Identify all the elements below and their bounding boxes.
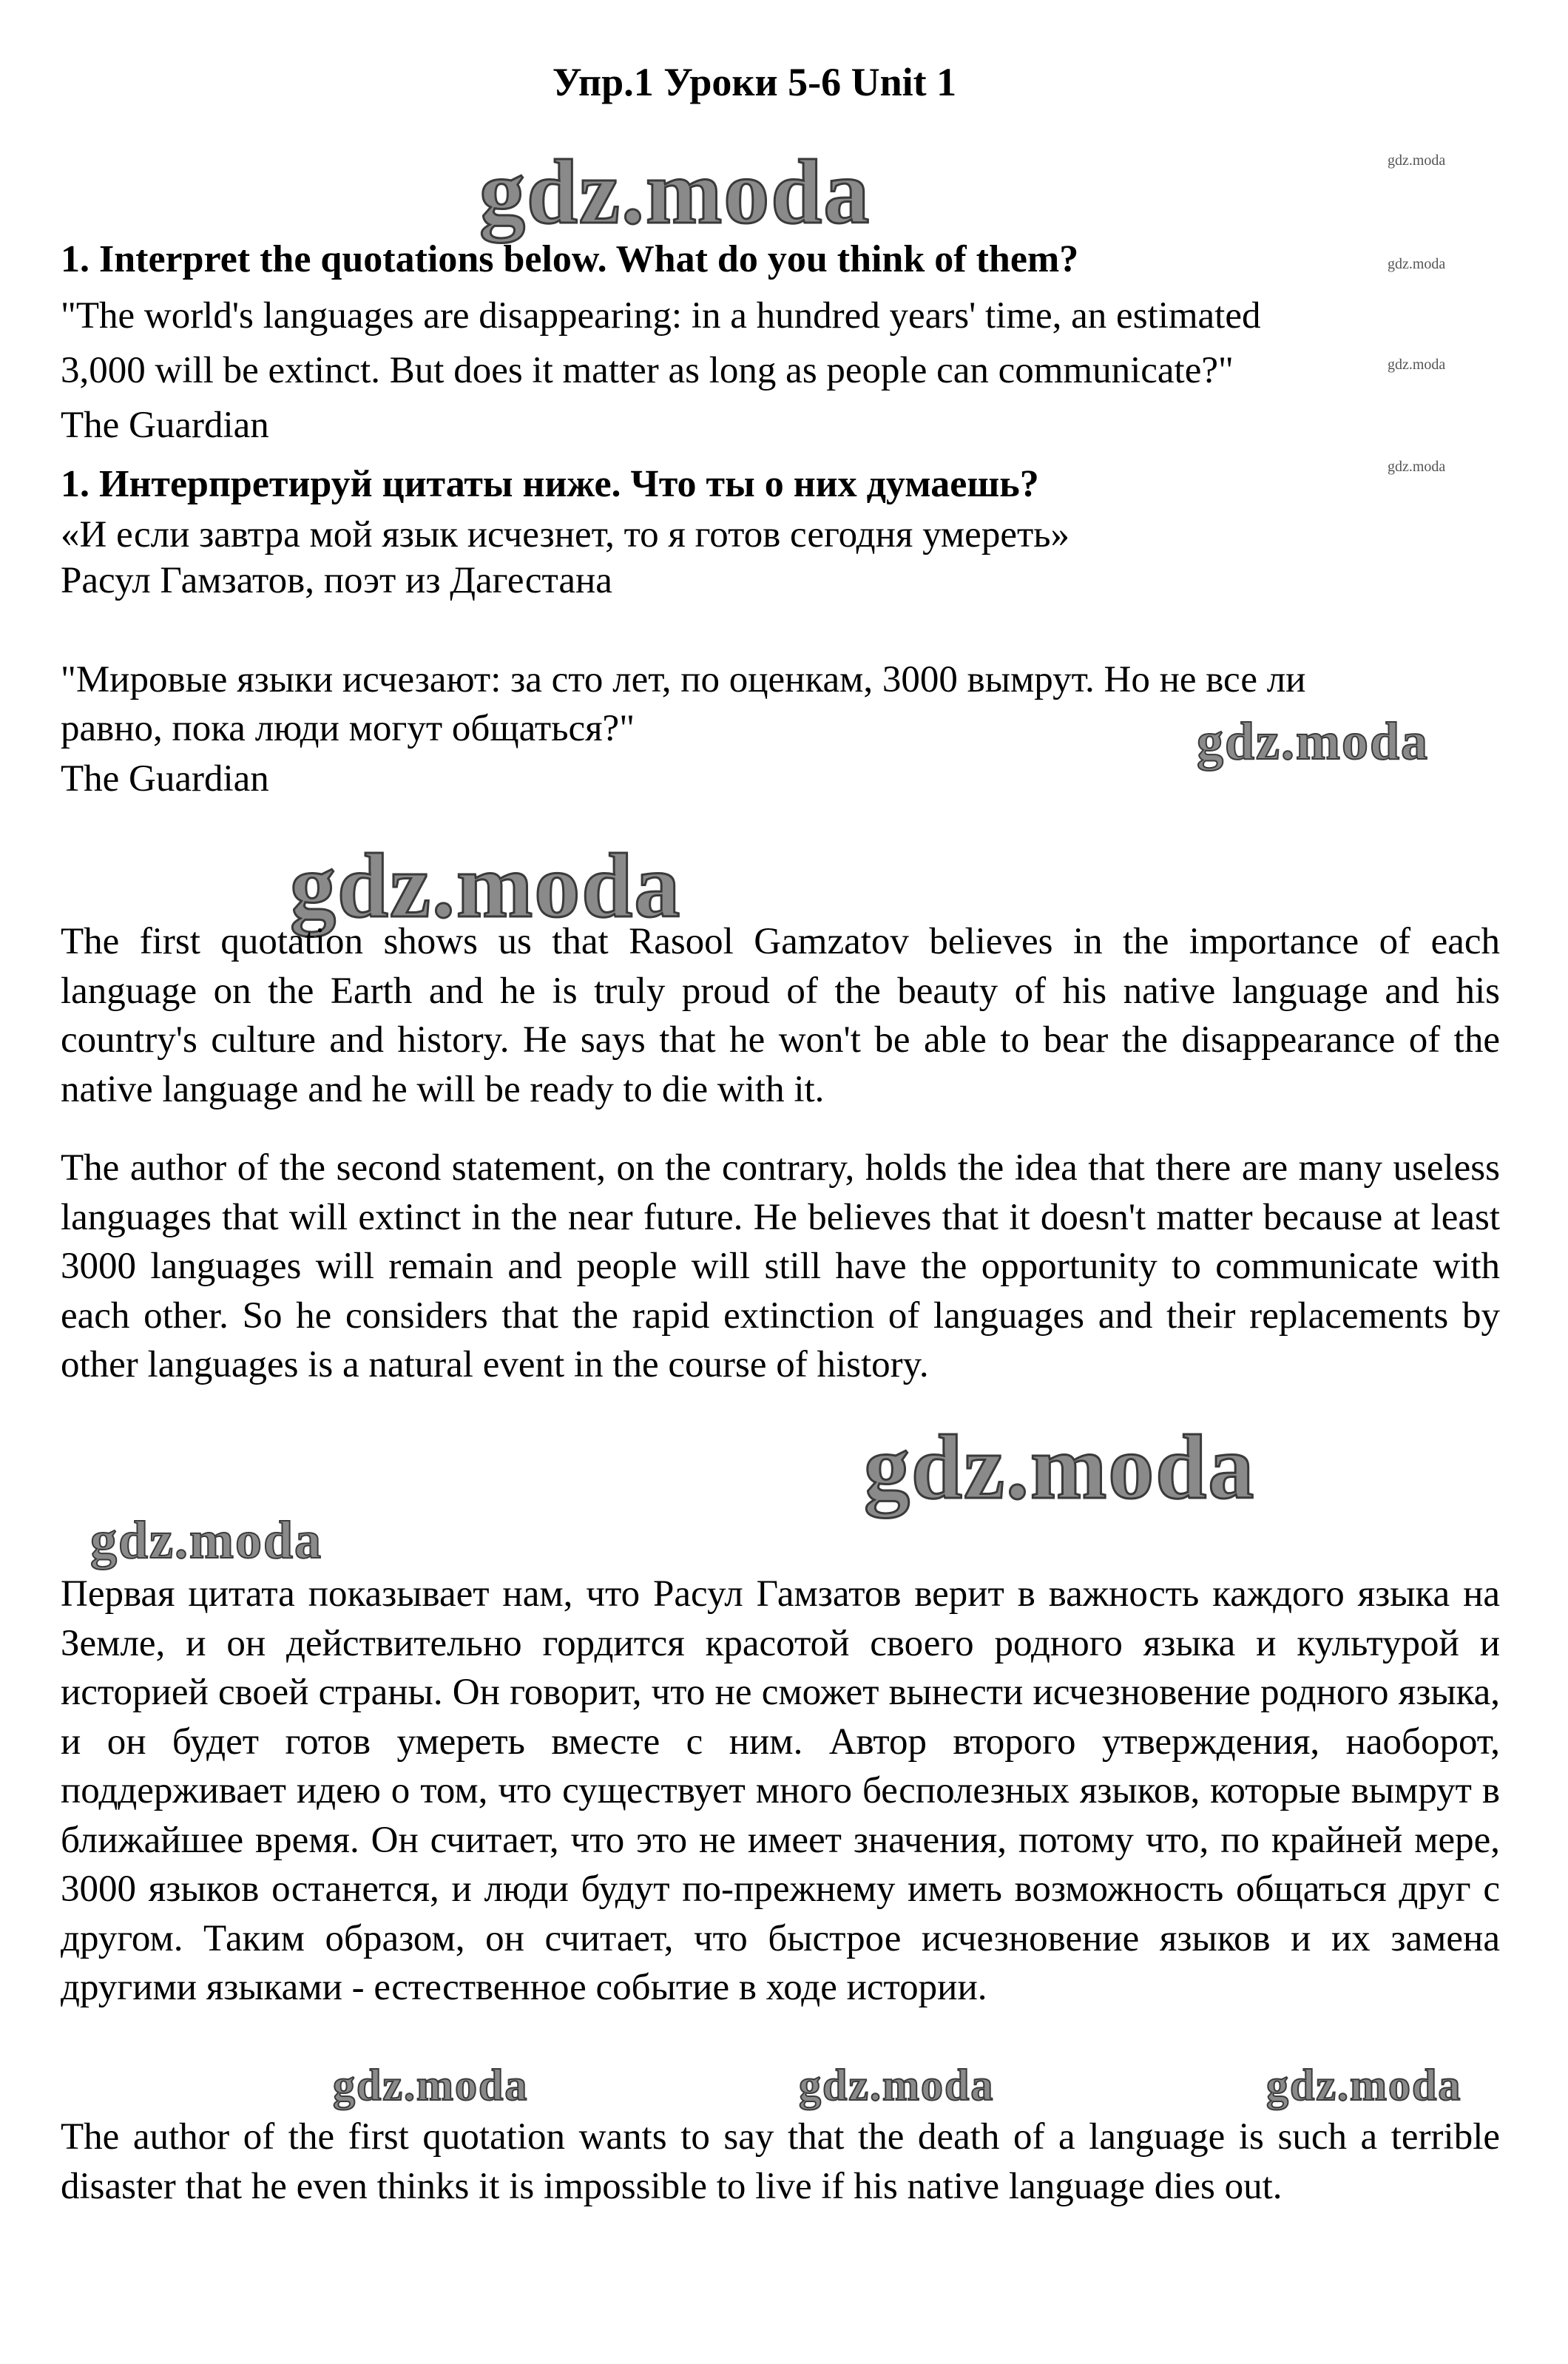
page-title: Упр.1 Уроки 5-6 Unit 1 bbox=[552, 60, 957, 104]
quote-line: равно, пока люди могут общаться?" bbox=[61, 708, 635, 749]
answer-paragraph-3: The author of the first quotation wants to say that the death of a language is such a terrible disaster that he even thinks it is impossible to live if his native language dies out. bbox=[61, 2116, 1500, 2207]
quote-source: The Guardian bbox=[61, 758, 269, 800]
watermark: gdz.moda bbox=[90, 1510, 323, 1570]
task-heading-en: 1. Interpret the quotations below. What do you think of them? bbox=[61, 238, 1079, 280]
watermark-small: gdz.moda bbox=[1388, 459, 1446, 475]
quote-line: «И если завтра мой язык исчезнет, то я готов сегодня умереть» bbox=[61, 514, 1070, 555]
quote-source: Расул Гамзатов, поэт из Дагестана bbox=[61, 560, 612, 601]
watermark: gdz.moda bbox=[799, 2061, 995, 2110]
quote-source: The Guardian bbox=[61, 405, 269, 446]
watermark: gdz.moda bbox=[864, 1416, 1256, 1518]
task-heading-ru: 1. Интерпретируй цитаты ниже. Что ты о них думаешь? bbox=[61, 463, 1039, 505]
answer-paragraph-1: The first quotation shows us that Rasool Gamzatov believes in the importance of each language on the Earth and he is truly proud of the beauty of his native language and his country's culture and history. He says that he won't be able to bear the disappearance of the native language and he will be ready to die with it. bbox=[61, 921, 1500, 1110]
answer-paragraph-ru: Первая цитата показывает нам, что Расул Гамзатов верит в важность каждого языка на Земле, и он действительно гордится красотой своего родного языка и культурой и историей своей страны. Он говорит, что не сможет вынести исчезновение родного языка, и он будет готов умереть вместе с ним. Автор второго утверждения, наоборот, поддерживает идею о том, что существует много бесполезных языков, которые вымрут в ближайшее время. Он считает, что это не имеет значения, потому что, по крайней мере, 3000 языков останется, и люди будут по-прежнему иметь возможность общаться друг с другом. Таким образом, он считает, что быстрое исчезновение языков и их замена другими языками - естественное событие в ходе истории. bbox=[61, 1573, 1500, 2008]
watermark: gdz.moda bbox=[333, 2061, 529, 2110]
watermark-small: gdz.moda bbox=[1388, 152, 1446, 169]
watermark-small: gdz.moda bbox=[1388, 357, 1446, 373]
watermark: gdz.moda bbox=[1266, 2061, 1462, 2110]
watermark: gdz.moda bbox=[1197, 712, 1430, 771]
watermark-small: gdz.moda bbox=[1388, 256, 1446, 272]
watermark: gdz.moda bbox=[290, 835, 682, 936]
answer-paragraph-2: The author of the second statement, on the contrary, holds the idea that there are many useless languages that will extinct in the near future. He believes that it doesn't matter because at least 3000 languages will remain and people will still have the opportunity to communicate with each other. So he considers that the rapid extinction of languages and their replacements by other languages is a natural event in the course of history. bbox=[61, 1147, 1500, 1385]
quote-line: "The world's languages are disappearing: in a hundred years' time, an estimated bbox=[61, 295, 1261, 337]
quote-line: "Мировые языки исчезают: за сто лет, по оценкам, 3000 вымрут. Но не все ли bbox=[61, 659, 1306, 700]
watermark: gdz.moda bbox=[479, 141, 871, 243]
quote-line: 3,000 will be extinct. But does it matter as long as people can communicate?" bbox=[61, 350, 1234, 391]
